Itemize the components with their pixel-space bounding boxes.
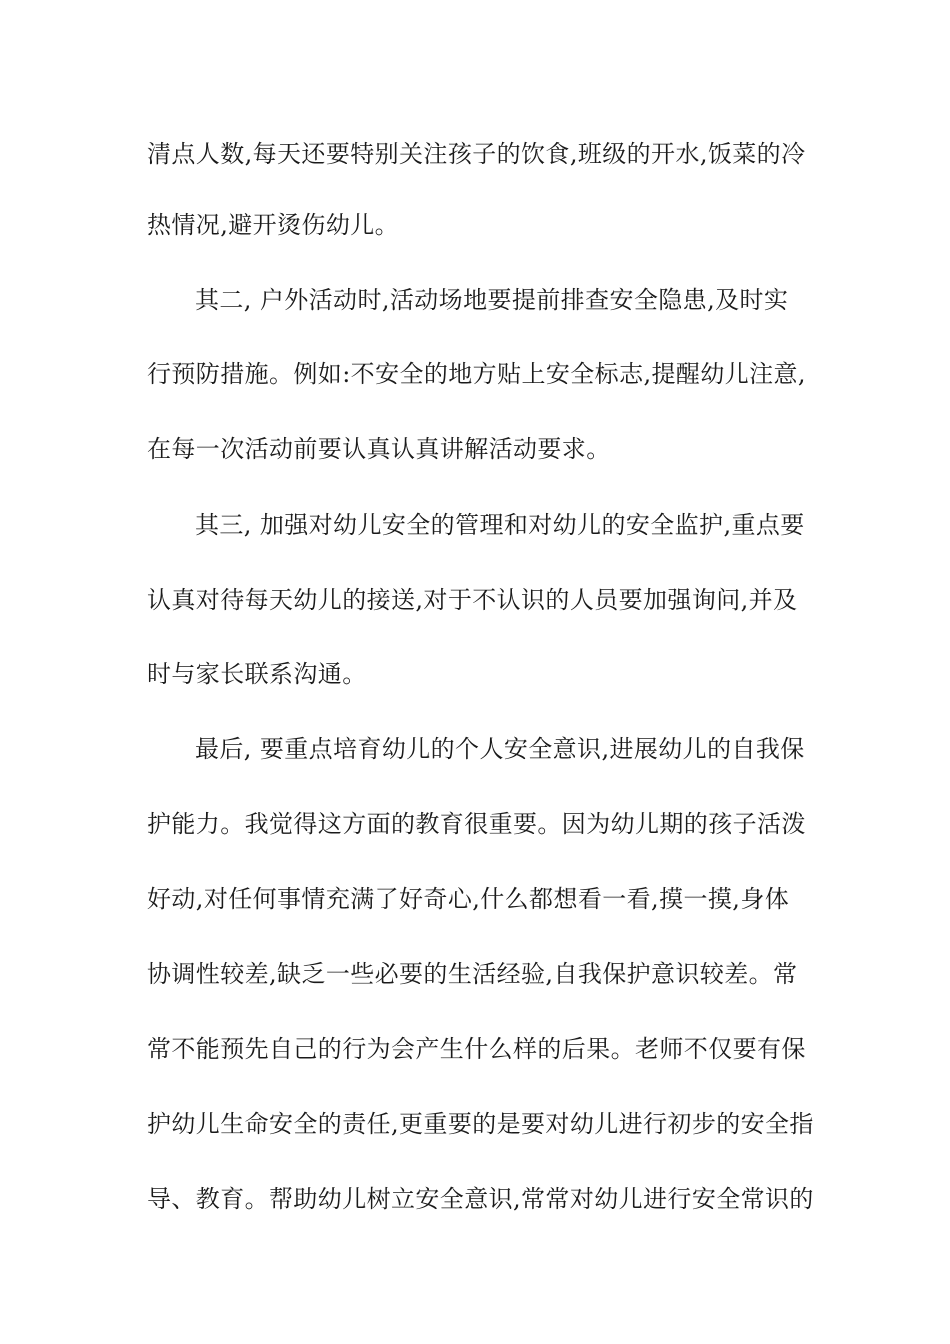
text-line: 好动,对任何事情充满了好奇心,什么都想看一看,摸一摸,身体 <box>147 885 790 913</box>
paragraph-first-line: 其二, 户外活动时,活动场地要提前排查安全隐患,及时实 <box>195 286 789 314</box>
text-line: 行预防措施。例如:不安全的地方贴上安全标志,提醒幼儿注意, <box>147 360 806 388</box>
text-line: 热情况,避开烫伤幼儿。 <box>147 211 400 239</box>
paragraph-first-line: 其三, 加强对幼儿安全的管理和对幼儿的安全监护,重点要 <box>195 511 805 539</box>
text-line: 护能力。我觉得这方面的教育很重要。因为幼儿期的孩子活泼 <box>147 810 806 838</box>
text-line: 时与家长联系沟通。 <box>147 660 367 688</box>
text-line: 认真对待每天幼儿的接送,对于不认识的人员要加强询问,并及 <box>147 586 798 614</box>
paragraph-first-line: 最后, 要重点培育幼儿的个人安全意识,进展幼儿的自我保 <box>195 735 805 763</box>
text-line: 导、教育。帮助幼儿树立安全意识,常常对幼儿进行安全常识的 <box>147 1185 814 1213</box>
text-line: 协调性较差,缺乏一些必要的生活经验,自我保护意识较差。常 <box>147 960 798 988</box>
text-line: 在每一次活动前要认真认真讲解活动要求。 <box>147 435 611 463</box>
text-line: 清点人数,每天还要特别关注孩子的饮食,班级的开水,饭菜的冷 <box>147 140 806 168</box>
text-line: 常不能预先自己的行为会产生什么样的后果。老师不仅要有保 <box>147 1035 806 1063</box>
text-line: 护幼儿生命安全的责任,更重要的是要对幼儿进行初步的安全指 <box>147 1110 814 1138</box>
